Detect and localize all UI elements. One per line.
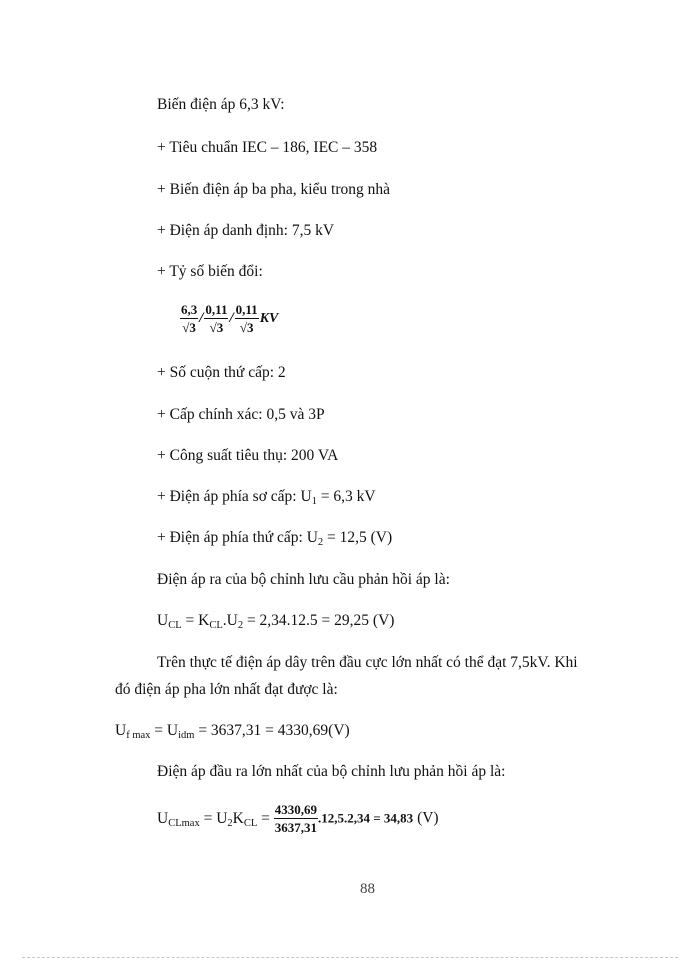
uclmax-denominator: 3637,31 — [274, 820, 318, 835]
item-secondary-coils: + Số cuộn thứ cấp: 2 — [157, 364, 286, 381]
ratio-num-2: 0,11 — [205, 302, 228, 317]
ucl-k-sub: CL — [209, 620, 223, 631]
u2-prefix: + Điện áp phía thứ cấp: U — [157, 529, 318, 546]
ratio-den-3: √3 — [239, 320, 254, 335]
uclmax-unit: (V) — [413, 809, 439, 827]
ucl-u-sub: CL — [168, 620, 182, 631]
rectifier-intro: Điện áp ra của bộ chỉnh lưu cầu phản hồi áp là: — [157, 571, 450, 588]
ucl-equation — [157, 611, 394, 631]
paragraph-line-2: đó điện áp pha lớn nhất đạt được là: — [115, 681, 338, 698]
uclmax-numerator: 4330,69 — [274, 802, 318, 817]
item-standard: + Tiêu chuẩn IEC – 186, IEC – 358 — [157, 139, 378, 156]
ratio-slash-2: / — [229, 310, 234, 326]
uclmax-eq: = U — [199, 809, 228, 827]
uclmax-k: K — [232, 809, 244, 827]
u1-rest: = 6,3 kV — [316, 488, 376, 505]
ratio-fraction-1 — [180, 302, 198, 335]
ratio-den-2: √3 — [209, 320, 224, 335]
item-secondary-voltage — [157, 528, 392, 548]
ratio-unit: KV — [259, 310, 279, 326]
ucl-dot-u: .U — [222, 612, 238, 629]
heading-voltage-transformer: Biến điện áp 6,3 kV: — [157, 96, 285, 113]
page-number: 88 — [360, 881, 375, 897]
ucl-rest: = 2,34.12.5 = 29,25 (V) — [243, 612, 395, 629]
uclmax-sub2: 2 — [227, 817, 233, 829]
ucl-eq-k: = K — [181, 612, 210, 629]
ratio-slash-1: / — [199, 310, 204, 326]
uclmax-sub3: CL — [243, 817, 258, 829]
uclmax-fraction — [274, 802, 318, 835]
u2-subscript: 2 — [317, 537, 324, 548]
ufmax-sub: f max — [126, 730, 151, 741]
item-type: + Biến điện áp ba pha, kiểu trong nhà — [157, 181, 390, 198]
ratio-fraction-3 — [235, 302, 259, 335]
ratio-num-3: 0,11 — [235, 302, 258, 317]
ratio-formula — [180, 302, 278, 335]
paragraph-line-1: Trên thực tế điện áp dây trên đầu cực lớn nhất có thể đạt 7,5kV. Khi — [157, 654, 578, 671]
ratio-den-1: √3 — [182, 320, 196, 335]
max-output-intro: Điện áp đầu ra lớn nhất của bộ chỉnh lưu phản hồi áp là: — [157, 763, 506, 780]
ratio-num-1: 6,3 — [181, 302, 198, 317]
item-primary-voltage — [157, 487, 376, 507]
uclmax-u: U — [157, 809, 169, 827]
uclmax-tail: .12,5.2,34 = 34,83 — [318, 810, 414, 826]
uclmax-sub: CLmax — [168, 817, 200, 829]
u1-prefix: + Điện áp phía sơ cấp: U — [157, 488, 312, 505]
ufmax-equation — [115, 721, 350, 741]
uclmax-equation — [157, 802, 439, 835]
item-ratio-label: + Tỷ số biến đổi: — [157, 263, 263, 280]
page-bottom-divider — [22, 957, 678, 958]
u2-rest: = 12,5 (V) — [323, 529, 393, 546]
ufmax-u: U — [115, 722, 127, 739]
uclmax-eq2: = — [257, 809, 274, 827]
ucl-u: U — [157, 612, 169, 629]
ufmax-eq: = U — [150, 722, 179, 739]
item-rated-voltage: + Điện áp danh định: 7,5 kV — [157, 222, 335, 239]
ratio-fraction-2 — [204, 302, 228, 335]
ufmax-sub2: idm — [178, 730, 195, 741]
ucl-u2-sub: 2 — [237, 620, 244, 631]
ufmax-rest: = 3637,31 = 4330,69(V) — [194, 722, 350, 739]
item-accuracy-class: + Cấp chính xác: 0,5 và 3P — [157, 406, 325, 423]
item-power-consumption: + Công suất tiêu thụ: 200 VA — [157, 447, 339, 464]
u1-subscript: 1 — [311, 496, 317, 507]
